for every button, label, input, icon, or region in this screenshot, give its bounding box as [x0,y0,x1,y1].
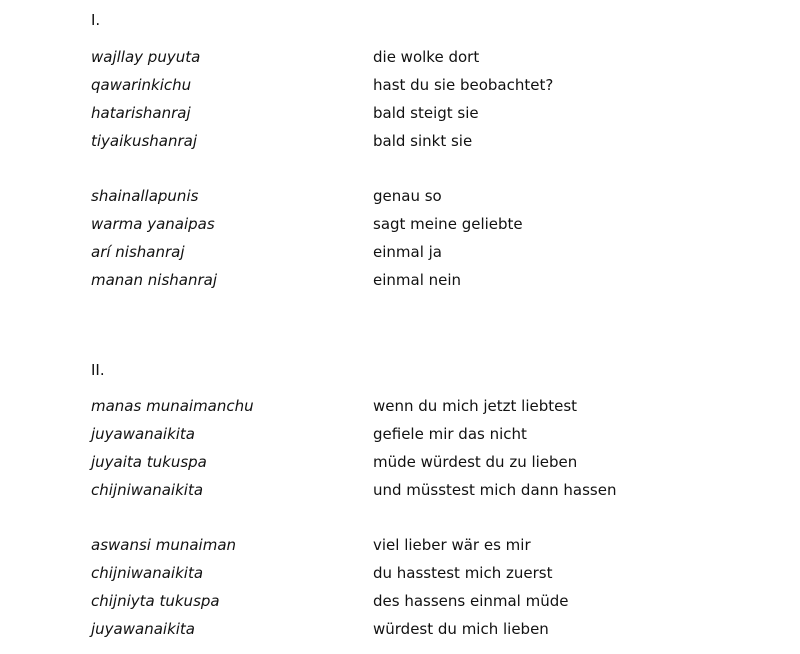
german-line: du hasstest mich zuerst [373,564,553,582]
poem-line [0,453,800,477]
section-heading: II. [91,361,105,379]
german-line: würdest du mich lieben [373,620,549,638]
poem-line [0,481,800,505]
german-line: müde würdest du zu lieben [373,453,578,471]
quechua-line: manas munaimanchu [91,397,254,415]
german-line: genau so [373,187,442,205]
german-line: des hassens einmal müde [373,592,569,610]
quechua-line: wajllay puyuta [91,48,201,66]
german-line: bald sinkt sie [373,132,473,150]
german-line: viel lieber wär es mir [373,536,531,554]
poem-line [0,76,800,100]
poem-line [0,271,800,295]
quechua-line: shainallapunis [91,187,199,205]
german-line: hast du sie beobachtet? [373,76,554,94]
quechua-line: arí nishanraj [91,243,185,261]
quechua-line: chijniwanaikita [91,564,204,582]
german-line: gefiele mir das nicht [373,425,527,443]
poem-line [0,132,800,156]
quechua-line: juyaita tukuspa [91,453,207,471]
poem-line [0,397,800,421]
quechua-line: tiyaikushanraj [91,132,198,150]
quechua-line: chijniwanaikita [91,481,204,499]
german-line: wenn du mich jetzt liebtest [373,397,578,415]
poem-line [0,536,800,560]
quechua-line: juyawanaikita [91,620,195,638]
german-line: und müsstest mich dann hassen [373,481,617,499]
german-line: einmal nein [373,271,462,289]
quechua-line: warma yanaipas [91,215,215,233]
german-line: einmal ja [373,243,443,261]
poem-line [0,187,800,211]
german-line: bald steigt sie [373,104,479,122]
poem-line [0,48,800,72]
quechua-line: qawarinkichu [91,76,192,94]
quechua-line: hatarishanraj [91,104,191,122]
german-line: die wolke dort [373,48,480,66]
quechua-line: chijniyta tukuspa [91,592,220,610]
quechua-line: manan nishanraj [91,271,217,289]
poem-line [0,104,800,128]
poem-line [0,243,800,267]
quechua-line: juyawanaikita [91,425,195,443]
quechua-line: aswansi munaiman [91,536,237,554]
poem-line [0,564,800,588]
german-line: sagt meine geliebte [373,215,523,233]
section-heading: I. [91,11,101,29]
poem-line [0,592,800,616]
poem-line [0,620,800,644]
poem-line [0,215,800,239]
poem-line [0,425,800,449]
